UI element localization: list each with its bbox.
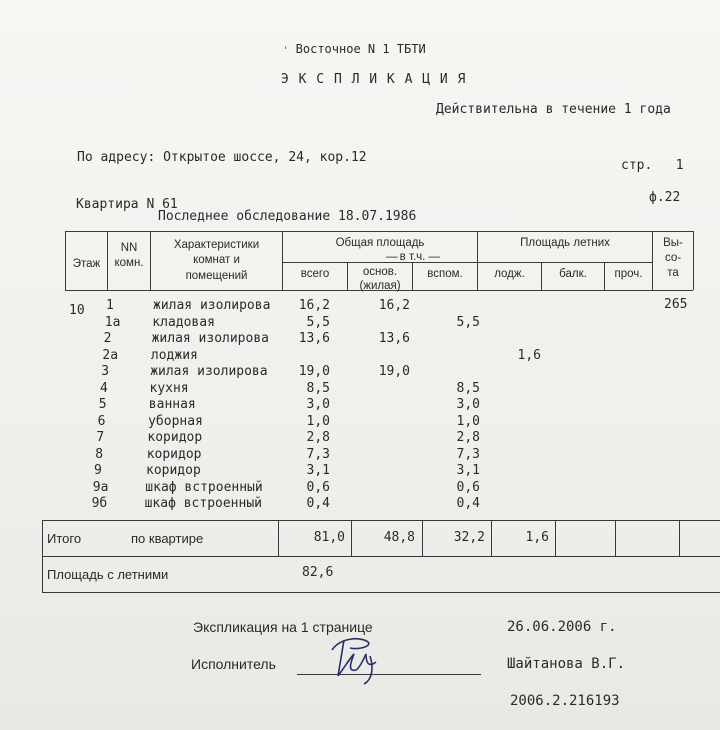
row-name: кухня	[149, 380, 189, 396]
apartment-number: Квартира N 61	[76, 197, 178, 212]
totals-divider	[351, 520, 352, 556]
row-total: 7,3	[306, 446, 330, 462]
row-total: 0,4	[306, 496, 330, 511]
validity-note: Действительна в течение 1 года	[436, 102, 671, 117]
row-total: 3,0	[306, 397, 330, 412]
col-characteristics-3: помещений	[185, 270, 248, 282]
row-name: коридор	[146, 446, 202, 462]
col-main: основ.	[362, 266, 398, 278]
col-other: проч.	[614, 268, 643, 280]
table-top-border	[65, 231, 693, 232]
row-name: коридор	[146, 463, 201, 478]
row-total: 19,0	[298, 364, 330, 379]
summer-value: 82,6	[302, 565, 334, 580]
col-divider	[693, 231, 694, 290]
row-number: 4	[100, 380, 108, 396]
col-summer: Площадь летних	[520, 237, 610, 249]
row-number: 5	[98, 397, 107, 412]
subheader-divider	[478, 262, 652, 263]
org-name: ' Восточное N 1 ТБТИ	[283, 42, 426, 56]
row-main: 19,0	[378, 364, 410, 379]
col-balcony: балк.	[559, 268, 587, 280]
col-nn: NN	[120, 242, 138, 254]
row-name: шкаф встроенный	[145, 479, 263, 495]
row-aux: 5,5	[456, 314, 480, 330]
row-number: 3	[101, 364, 110, 379]
totals-divider	[679, 520, 680, 556]
height-value: 265	[664, 297, 688, 312]
col-characteristics-2: комнат и	[193, 254, 240, 266]
row-number: 9	[94, 463, 102, 478]
row-number: 9б	[91, 496, 108, 511]
row-name: лоджия	[150, 347, 198, 363]
row-total: 1,0	[306, 413, 330, 429]
row-name: жилая изолирова	[151, 331, 269, 346]
summer-label: Площадь с летними	[47, 567, 169, 582]
row-number: 1а	[104, 314, 121, 330]
row-number: 9а	[92, 479, 109, 495]
footer-date: 26.06.2006 г.	[507, 619, 617, 635]
col-loggia: лодж.	[494, 268, 525, 280]
totals-scope: по квартире	[131, 531, 204, 546]
row-aux: 3,0	[456, 397, 480, 412]
pages-note: Экспликация на 1 странице	[193, 619, 373, 635]
row-name: кладовая	[152, 314, 215, 330]
row-name: жилая изолирова	[150, 364, 268, 379]
row-number: 7	[96, 430, 105, 445]
col-floor: Этаж	[72, 258, 101, 270]
col-height-3: та	[667, 267, 679, 279]
row-name: жилая изолирова	[153, 298, 271, 313]
totals-divider	[615, 520, 616, 556]
row-total: 16,2	[298, 298, 330, 313]
row-total: 0,6	[306, 479, 330, 495]
col-aux: вспом.	[427, 268, 463, 280]
page-number: стр. 1	[621, 158, 684, 173]
address-line: По адресу: Открытое шоссе, 24, кор.12	[77, 150, 367, 165]
totals-top-border	[42, 520, 720, 521]
row-main: 16,2	[378, 298, 410, 313]
totals-divider	[422, 520, 423, 556]
totals-divider	[278, 520, 279, 556]
totals-left-border	[42, 520, 43, 593]
row-name: уборная	[148, 413, 203, 429]
row-total: 8,5	[306, 380, 330, 396]
row-name: ванная	[148, 397, 196, 412]
totals-main: 48,8	[383, 530, 415, 545]
summer-bottom-border	[42, 592, 720, 593]
row-main: 13,6	[378, 331, 410, 346]
col-all: всего	[300, 268, 330, 280]
document-title: Э К С П Л И К А Ц И Я	[281, 72, 467, 87]
row-aux: 0,6	[456, 479, 480, 495]
col-total-area: Общая площадь	[335, 237, 425, 249]
col-incl: — в т.ч. —	[385, 251, 440, 263]
row-number: 2	[103, 331, 112, 346]
col-height-2: со-	[664, 252, 682, 264]
row-name: коридор	[147, 430, 203, 445]
totals-total: 81,0	[313, 530, 345, 545]
row-number: 6	[97, 413, 106, 429]
row-name: шкаф встроенный	[144, 496, 262, 511]
col-characteristics-1: Характеристики	[173, 239, 260, 251]
signature-mark	[320, 628, 390, 688]
row-number: 8	[95, 446, 104, 462]
totals-divider	[555, 520, 556, 556]
row-aux: 2,8	[456, 430, 480, 445]
row-total: 5,5	[306, 314, 330, 330]
registration-number: 2006.2.216193	[510, 693, 620, 709]
totals-divider	[491, 520, 492, 556]
row-aux: 8,5	[456, 380, 480, 396]
totals-bottom-border	[42, 556, 720, 557]
totals-loggia: 1,6	[525, 530, 549, 545]
col-rooms: комн.	[114, 257, 144, 269]
form-code: ф.22	[649, 190, 681, 205]
row-total: 2,8	[306, 430, 330, 445]
row-aux: 7,3	[456, 446, 480, 462]
col-height-1: Вы-	[663, 237, 683, 249]
row-aux: 1,0	[456, 413, 480, 429]
totals-label: Итого	[47, 531, 82, 546]
row-aux: 3,1	[456, 463, 480, 478]
row-total: 13,6	[298, 331, 330, 346]
row-aux: 0,4	[456, 496, 480, 511]
executor-label: Исполнитель	[191, 656, 276, 672]
floor-value: 10	[69, 303, 85, 318]
row-number: 2а	[102, 347, 119, 363]
row-total: 3,1	[306, 463, 330, 478]
col-living: (жилая)	[359, 280, 401, 292]
last-survey: Последнее обследование 18.07.1986	[158, 209, 417, 224]
row-loggia: 1,6	[517, 347, 541, 363]
totals-aux: 32,2	[453, 530, 485, 545]
row-number: 1	[106, 298, 114, 313]
executor-name: Шайтанова В.Г.	[507, 656, 626, 672]
